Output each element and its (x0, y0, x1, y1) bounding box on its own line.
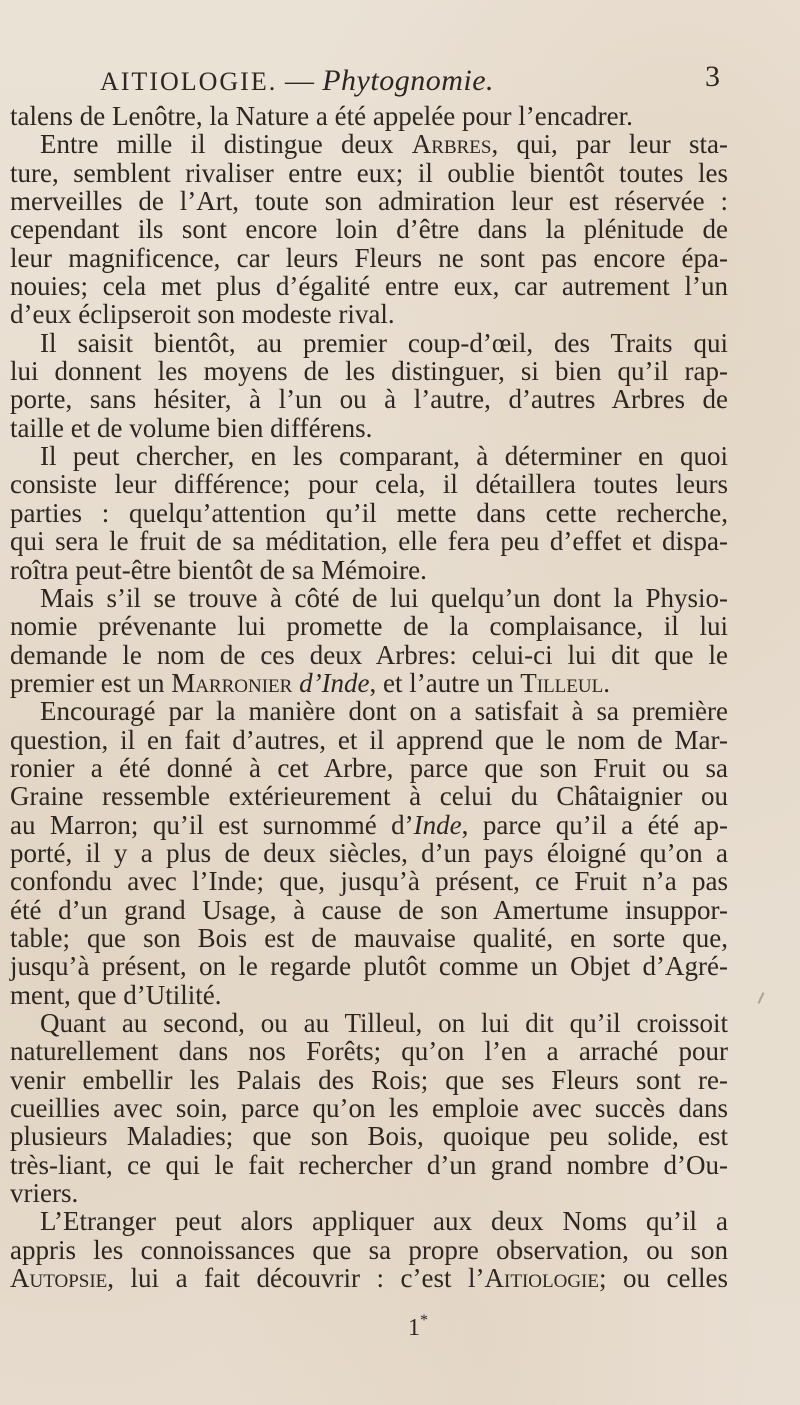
text-span: nouies; cela met plus d’égalité entre eux, car autrement l’un (10, 271, 728, 302)
text-line (10, 1179, 728, 1207)
text-span: taille et de volume bien différens. (10, 412, 373, 443)
text-span: premier est un (10, 667, 172, 698)
text-span: d’Inde (292, 667, 370, 698)
running-head-section: AITIOLOGIE. (100, 67, 278, 96)
text-line (10, 981, 728, 1009)
text-line (10, 754, 728, 782)
text-line (10, 159, 728, 187)
text-line (10, 839, 728, 867)
text-span: demande le nom de ces deux Arbres: celui-ci lui dit que le (10, 639, 728, 670)
text-line (10, 414, 728, 442)
text-span: Arbres (411, 129, 492, 160)
text-span: , lui a fait découvrir : c’est l’ (107, 1263, 485, 1294)
text-span: Entre mille il distingue deux (40, 129, 412, 160)
text-line (10, 584, 728, 612)
text-line (10, 1264, 728, 1292)
text-span: Autopsie (10, 1263, 108, 1294)
text-span: porte, sans hésiter, à l’un ou à l’autre, d’autres Arbres de (10, 384, 728, 415)
text-line (10, 499, 728, 527)
text-span: au Marron; qu’il est surnommé d’ (10, 809, 414, 840)
text-line (10, 1122, 728, 1150)
text-line (10, 244, 728, 272)
text-line (10, 215, 728, 243)
text-span: merveilles de l’Art, toute son admiration leur est réservée : (10, 186, 728, 217)
text-span: porté, il y a plus de deux siècles, d’un pays éloigné qu’on a (10, 837, 728, 868)
text-line (10, 470, 728, 498)
text-span: cependant ils sont encore loin d’être dans la plénitude de (10, 214, 728, 245)
text-line (10, 1009, 728, 1037)
text-span: Inde (413, 809, 462, 840)
text-line (10, 924, 728, 952)
text-span: Mais s’il se trouve à côté de lui quelqu’un dont la Physio- (40, 582, 728, 613)
text-line (10, 442, 728, 470)
text-line (10, 556, 728, 584)
text-span: ; ou celles (599, 1263, 728, 1294)
text-line (10, 669, 728, 697)
text-line (10, 1066, 728, 1094)
text-line (10, 329, 728, 357)
running-head-title (100, 64, 494, 98)
text-span: , et l’autre un (369, 667, 521, 698)
text-span: Aitiologie (484, 1263, 599, 1294)
text-span: talens de Lenôtre, la Nature a été appelée pour l’encadrer. (10, 101, 633, 131)
text-span: Graine ressemble extérieurement à celui du Châtaignier ou (10, 781, 728, 812)
text-span: lui donnent les moyens de les distinguer, si bien qu’il rap- (10, 356, 728, 387)
text-span: d’eux éclipseroit son modeste rival. (10, 299, 395, 330)
text-line (10, 1207, 728, 1235)
text-line (10, 1094, 728, 1122)
text-line (10, 300, 728, 328)
text-line (10, 102, 728, 130)
text-span: plusieurs Maladies; que son Bois, quoique peu solide, est (10, 1121, 728, 1152)
running-head-subtitle: Phytognomie. (322, 64, 495, 97)
text-span: Il peut chercher, en les comparant, à déterminer en quoi (40, 441, 728, 472)
text-span: Marronier (171, 667, 293, 698)
text-span: consiste leur différence; pour cela, il détaillera toutes leurs (10, 469, 728, 500)
text-span: qui sera le fruit de sa méditation, elle fera peu d’effet et dispa- (10, 526, 728, 557)
text-span: Il saisit bientôt, au premier coup-d’œil, des Traits qui (40, 327, 728, 358)
text-span: confondu avec l’Inde; que, jusqu’à présent, ce Fruit n’a pas (10, 866, 728, 897)
text-span: ment, que d’Utilité. (10, 979, 222, 1010)
page-number: 3 (705, 60, 720, 93)
text-line (10, 811, 728, 839)
text-line (10, 272, 728, 300)
text-span: Encouragé par la manière dont on a satisfait à sa première (40, 696, 728, 727)
text-line (10, 385, 728, 413)
running-head-dash: — (277, 65, 323, 97)
text-span: , parce qu’il a été ap- (461, 809, 728, 840)
signature-asterisk: * (420, 1312, 428, 1329)
text-line (10, 896, 728, 924)
text-span: Tilleul. (520, 667, 610, 698)
text-line (10, 1037, 728, 1065)
text-span: L’Etranger peut alors appliquer aux deux Noms qu’il a (40, 1206, 728, 1237)
text-span: naturellement dans nos Forêts; qu’on l’en a arraché pour (10, 1036, 728, 1067)
margin-pencil-mark (758, 992, 765, 1004)
text-span: été d’un grand Usage, à cause de son Amertume insuppor- (10, 894, 728, 925)
text-span: ture, semblent rivaliser entre eux; il oublie bientôt toutes les (10, 157, 728, 188)
text-span: cueillies avec soin, parce qu’on les emploie avec succès dans (10, 1093, 728, 1124)
text-span: , qui, par leur sta- (491, 129, 728, 160)
text-line (10, 527, 728, 555)
text-span: table; que son Bois est de mauvaise qualité, en sorte que, (10, 922, 728, 953)
body-text (10, 102, 728, 1292)
text-line (10, 697, 728, 725)
text-line (10, 726, 728, 754)
text-span: parties : quelqu’attention qu’il mette dans cette recherche, (10, 497, 728, 528)
text-span: appris les connoissances que sa propre observation, ou son (10, 1234, 728, 1265)
text-span: roîtra peut-être bientôt de sa Mémoire. (10, 554, 427, 585)
text-line (10, 1236, 728, 1264)
running-head (0, 58, 740, 98)
text-line (10, 130, 728, 158)
text-line (10, 187, 728, 215)
text-span: question, il en fait d’autres, et il apprend que le nom de Mar- (10, 724, 728, 755)
text-line (10, 782, 728, 810)
text-line (10, 1151, 728, 1179)
text-span: vriers. (10, 1178, 79, 1209)
signature-mark (408, 1312, 428, 1342)
signature-number: 1 (408, 1315, 420, 1341)
text-line (10, 952, 728, 980)
text-span: très-liant, ce qui le fait rechercher d’un grand nombre d’Ou- (10, 1149, 728, 1180)
text-span: venir embellir les Palais des Rois; que ses Fleurs sont re- (10, 1064, 728, 1095)
text-line (10, 867, 728, 895)
text-line (10, 641, 728, 669)
text-line (10, 612, 728, 640)
text-span: ronier a été donné à cet Arbre, parce que son Fruit ou sa (10, 752, 728, 783)
text-span: jusqu’à présent, on le regarde plutôt comme un Objet d’Agré- (10, 951, 728, 982)
text-line (10, 357, 728, 385)
text-span: nomie prévenante lui promette de la complaisance, il lui (10, 611, 728, 642)
text-span: leur magnificence, car leurs Fleurs ne sont pas encore épa- (10, 242, 728, 273)
text-span: Quant au second, ou au Tilleul, on lui dit qu’il croissoit (40, 1008, 728, 1038)
